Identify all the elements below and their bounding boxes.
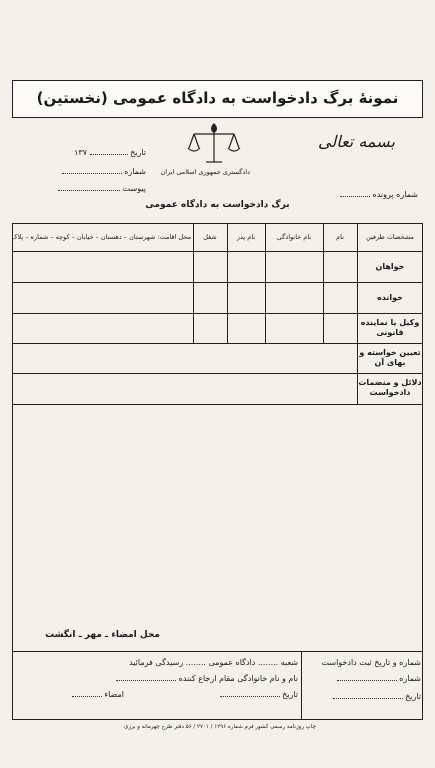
registration-date-field	[303, 692, 421, 701]
footer-signature-field	[44, 690, 124, 699]
attachment-field	[38, 184, 146, 193]
number-field	[38, 167, 146, 176]
date-label: تاریخ	[130, 148, 146, 157]
number-label: شماره	[124, 167, 146, 176]
date-year: ۱۳۷	[74, 148, 87, 157]
file-number-field	[318, 190, 418, 199]
form-title: نمونهٔ برگ دادخواست به دادگاه عمومی (نخستین)	[36, 89, 399, 107]
registration-number-field	[303, 674, 421, 683]
footer-signature-label: امضاء	[104, 690, 124, 699]
emblem-caption: دادگستری جمهوری اسلامی ایران	[160, 168, 250, 176]
evidence-label: دلائل و منضمات دادخواست	[358, 378, 422, 397]
header-address: محل اقامت: شهرستان – دهستان – خیابان – کوچه – شماره – پلاک	[11, 233, 191, 241]
referral-field	[44, 674, 298, 683]
row-label-attorney: وکیل یا نماینده قانونی	[360, 318, 420, 337]
header-parties: مشخصات طرفین	[365, 233, 415, 241]
header-family-name: نام خانوادگی	[276, 233, 312, 241]
bismillah-script: بسمه تعالی	[318, 132, 395, 151]
row-label-defendant: خوانده	[377, 293, 403, 302]
print-note: چاپ روزنامه رسمی کشور فرم شماره ۱۲۹۶ / ۲۷۰۱ / ۵۶ دفتر طرح چهرمانه و برزی	[124, 724, 316, 730]
subject-label: تعیین خواسته و بهای آن	[359, 348, 421, 367]
attachment-label: پیوست	[122, 184, 146, 193]
registration-label: شماره و تاریخ ثبت دادخواست	[321, 658, 421, 667]
header-name: نام	[336, 233, 344, 241]
file-number-label: شماره پرونده	[372, 190, 418, 199]
header-father-name: نام پدر	[236, 233, 256, 241]
ref-date-label: تاریخ	[282, 690, 298, 699]
registration-date-label: تاریخ	[405, 692, 421, 701]
registration-number-label: شماره	[399, 674, 421, 683]
date-field	[38, 148, 146, 157]
row-label-plaintiff: خواهان	[375, 262, 405, 271]
scales-of-justice-emblem	[186, 122, 242, 168]
form-title-box	[12, 80, 423, 118]
form-subtitle: برگ دادخواست به دادگاه عمومی	[145, 200, 290, 210]
referral-label: نام و نام خانوادگی مقام ارجاع کننده	[178, 674, 298, 683]
signature-label: محل امضاء ـ مهر ـ انگشت	[45, 630, 160, 640]
branch-text: شعبه ........ دادگاه عمومی ........ رسیدگی فرمائید	[129, 658, 298, 667]
header-occupation: شغل	[203, 233, 217, 241]
